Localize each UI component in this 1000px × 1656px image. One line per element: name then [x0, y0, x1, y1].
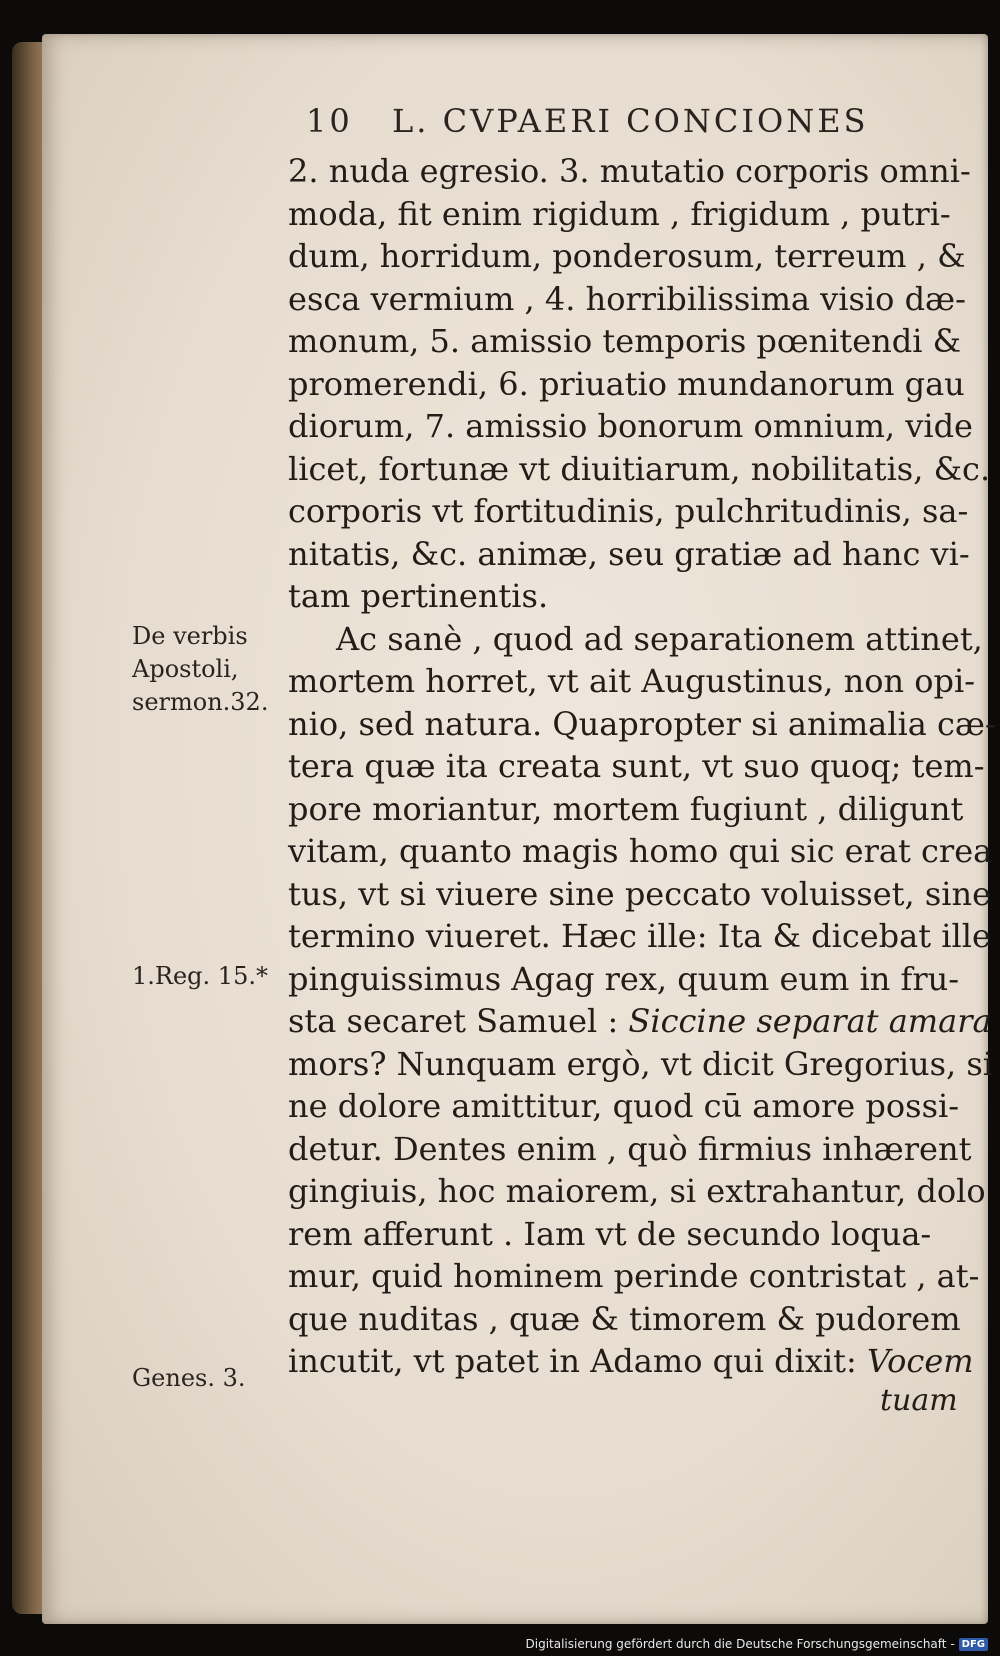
- page-number: 10: [306, 102, 353, 140]
- text-line: tus, vt si viuere sine peccato voluisset, sine: [288, 874, 992, 913]
- margin-note-genes: [132, 1362, 246, 1395]
- text-line-with-quote: [288, 1000, 992, 1043]
- text-line: gingiuis, hoc maiorem, si extrahantur, dolo: [288, 1172, 986, 1210]
- margin-note-line: Apostoli,: [132, 655, 239, 683]
- margin-note-reg: [132, 960, 268, 993]
- text-line: nio, sed natura. Quapropter si animalia cæ-: [288, 704, 996, 743]
- text-line: corporis vt fortitudinis, pulchritudinis, sa-: [288, 492, 969, 530]
- text-line: esca vermium , 4. horribilissima visio dæ-: [288, 279, 966, 318]
- margin-note-de-verbis: [132, 620, 268, 719]
- text-line: monum, 5. amissio temporis pœnitendi &: [288, 322, 962, 360]
- text-line: pore moriantur, mortem fugiunt , diligunt: [288, 789, 964, 828]
- credit-text: Digitalisierung gefördert durch die Deutsche Forschungsgemeinschaft -: [525, 1637, 955, 1651]
- text-segment: incutit, vt patet in Adamo qui dixit:: [288, 1342, 857, 1380]
- text-line: mors? Nunquam ergò, vt dicit Gregorius, si: [288, 1044, 994, 1083]
- text-line: detur. Dentes enim , quò firmius inhærent: [288, 1129, 972, 1168]
- text-line: mur, quid hominem perinde contristat , at-: [288, 1257, 980, 1295]
- text-line: mortem horret, vt ait Augustinus, non opi-: [288, 662, 976, 700]
- text-line: 2. nuda egresio. 3. mutatio corporis omni-: [288, 152, 971, 190]
- italic-quote: Siccine separat amara: [628, 1002, 992, 1040]
- margin-note-line: De verbis: [132, 622, 248, 650]
- text-line: que nuditas , quæ & timorem & pudorem: [288, 1299, 961, 1338]
- margin-note-line: 1.Reg. 15.*: [132, 962, 268, 990]
- body-text: [288, 150, 996, 1383]
- text-line: nitatis, &c. animæ, seu gratiæ ad hanc vi-: [288, 534, 970, 573]
- text-line: licet, fortunæ vt diuitiarum, nobilitatis, &c.: [288, 449, 991, 488]
- running-head: [0, 102, 1000, 142]
- margin-note-line: Genes. 3.: [132, 1364, 246, 1392]
- text-line: termino viueret. Hæc ille: Ita & dicebat ille: [288, 917, 991, 955]
- dfg-logo: DFG: [959, 1638, 988, 1651]
- text-segment: sta secaret Samuel :: [288, 1002, 619, 1040]
- margin-note-line: sermon.32.: [132, 688, 269, 716]
- text-line: tam pertinentis.: [288, 577, 549, 615]
- text-line: vitam, quanto magis homo qui sic erat crea: [288, 832, 993, 870]
- digitization-credit: [526, 1634, 989, 1654]
- text-line: promerendi, 6. priuatio mundanorum gau: [288, 364, 965, 403]
- text-line: Ac sanè , quod ad separationem attinet,: [336, 619, 983, 658]
- text-line: dum, horridum, ponderosum, terreum , &: [288, 237, 966, 275]
- running-title: L. CVPAERI CONCIONES: [392, 102, 869, 140]
- text-line: rem afferunt . Iam vt de secundo loqua-: [288, 1214, 932, 1253]
- italic-word: Vocem: [866, 1342, 974, 1380]
- text-line-with-italic: [288, 1340, 974, 1383]
- text-line: moda, fit enim rigidum , frigidum , putri-: [288, 194, 951, 233]
- text-line: diorum, 7. amissio bonorum omnium, vide: [288, 407, 973, 445]
- catchword: tuam: [880, 1383, 958, 1418]
- text-line: pinguissimus Agag rex, quum eum in fru-: [288, 959, 960, 998]
- text-line: ne dolore amittitur, quod cū amore possi-: [288, 1087, 960, 1125]
- text-line: tera quæ ita creata sunt, vt suo quoq; tem-: [288, 747, 985, 785]
